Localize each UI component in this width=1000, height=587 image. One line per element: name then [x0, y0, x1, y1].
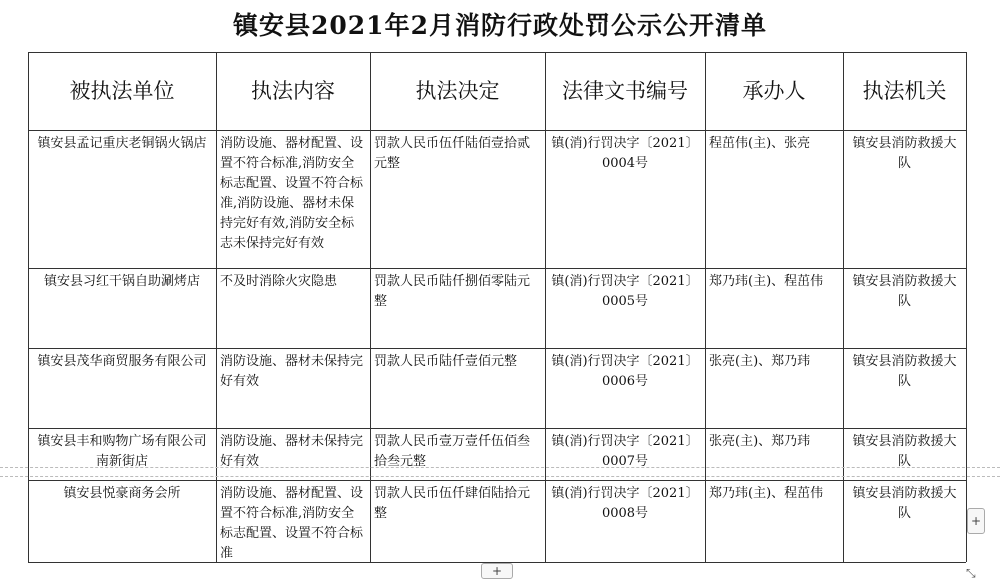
cell-doc-number: 镇(消)行罚决字〔2021〕0007号: [551, 434, 699, 469]
cell-agency: 镇安县消防救援大队: [852, 486, 957, 521]
page-break-line: [0, 476, 1000, 477]
cell-doc-number: 镇(消)行罚决字〔2021〕0006号: [551, 354, 699, 389]
table-row-border: [28, 480, 966, 481]
cell-content: 消防设施、器材配置、设置不符合标准,消防安全标志配置、设置不符合标准,消防设施、器材未保持完好有效,消防安全标志未保持完好有效: [220, 136, 364, 251]
table-column-border: [966, 52, 967, 562]
cell-handler: 郑乃玮(主)、程茁伟: [709, 274, 824, 289]
column-header-unit: 被执法单位: [69, 79, 175, 103]
add-row-button[interactable]: +: [481, 563, 513, 579]
cell-unit: 镇安县茂华商贸服务有限公司: [37, 354, 207, 369]
cell-doc-number: 镇(消)行罚决字〔2021〕0008号: [551, 486, 699, 521]
table-row-border: [28, 428, 966, 429]
cell-unit: 镇安县孟记重庆老铜锅火锅店: [37, 136, 207, 151]
cell-agency: 镇安县消防救援大队: [852, 354, 957, 389]
page-break-line: [0, 467, 1000, 468]
table-column-border: [370, 52, 371, 562]
table-column-border: [28, 52, 29, 562]
cell-agency: 镇安县消防救援大队: [852, 274, 957, 309]
column-header-handler: 承办人: [742, 79, 806, 103]
cell-unit: 镇安县习红干锅自助涮烤店: [43, 274, 200, 289]
table-row-border: [28, 130, 966, 131]
cell-content: 不及时消除火灾隐患: [220, 274, 338, 289]
table-column-border: [216, 52, 217, 562]
cell-unit: 镇安县丰和购物广场有限公司南新街店: [37, 434, 207, 469]
page-title: 镇安县2021年2月消防行政处罚公示公开清单: [233, 11, 767, 40]
cell-decision: 罚款人民币陆仟壹佰元整: [374, 354, 518, 369]
cell-doc-number: 镇(消)行罚决字〔2021〕0004号: [551, 136, 699, 171]
table-row-border: [28, 348, 966, 349]
cell-unit: 镇安县悦豪商务会所: [63, 486, 181, 501]
cell-agency: 镇安县消防救援大队: [852, 434, 957, 469]
column-header-decision: 执法决定: [415, 79, 500, 103]
column-header-agency: 执法机关: [862, 79, 947, 103]
cell-handler: 郑乃玮(主)、程茁伟: [709, 486, 824, 501]
cell-content: 消防设施、器材配置、设置不符合标准,消防安全标志配置、设置不符合标准: [220, 486, 364, 561]
table-column-border: [843, 52, 844, 562]
cell-decision: 罚款人民币伍仟肆佰陆拾元整: [374, 486, 531, 521]
table-row-border: [28, 52, 966, 53]
table-column-border: [705, 52, 706, 562]
table-row-border: [28, 268, 966, 269]
cell-agency: 镇安县消防救援大队: [852, 136, 957, 171]
cell-handler: 张亮(主)、郑乃玮: [709, 434, 811, 449]
cell-content: 消防设施、器材未保持完好有效: [220, 354, 364, 389]
add-column-button[interactable]: +: [967, 508, 985, 534]
cell-content: 消防设施、器材未保持完好有效: [220, 434, 364, 469]
cell-handler: 张亮(主)、郑乃玮: [709, 354, 811, 369]
cell-decision: 罚款人民币伍仟陆佰壹拾贰元整: [374, 136, 531, 171]
table-resize-handle[interactable]: ⤡: [966, 566, 976, 580]
column-header-content: 执法内容: [251, 79, 335, 103]
table-column-border: [545, 52, 546, 562]
column-header-doc-number: 法律文书编号: [562, 79, 688, 103]
cell-doc-number: 镇(消)行罚决字〔2021〕0005号: [551, 274, 699, 309]
cell-decision: 罚款人民币壹万壹仟伍佰叁拾叁元整: [374, 434, 531, 469]
cell-decision: 罚款人民币陆仟捌佰零陆元整: [374, 274, 531, 309]
cell-handler: 程茁伟(主)、张亮: [709, 136, 811, 151]
